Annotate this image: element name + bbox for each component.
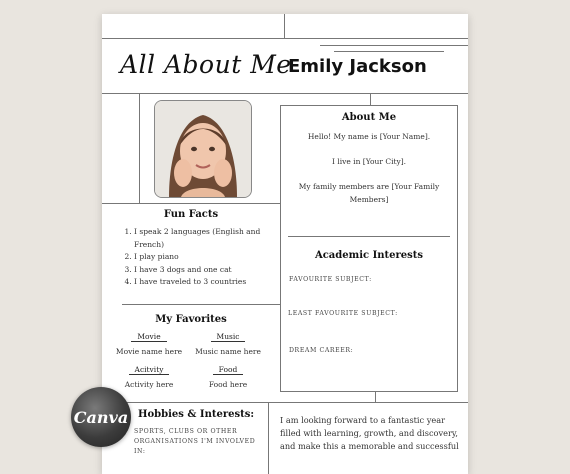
canva-logo-text: Canva <box>73 407 129 427</box>
student-photo <box>154 100 252 198</box>
fun-facts-top-rule <box>102 203 280 204</box>
about-connector-rule <box>370 93 371 105</box>
academic-title: Academic Interests <box>314 250 424 261</box>
favorite-activity-value: Activity here <box>124 380 174 389</box>
page-title-script: All About Me <box>120 50 292 79</box>
about-divider <box>288 236 450 237</box>
fun-facts-title: Fun Facts <box>163 209 219 220</box>
about-me-line-3: My family members are [Your Family <box>298 182 440 191</box>
favorite-activity-label: Acitvity <box>114 365 184 374</box>
header-top-rule <box>102 38 468 39</box>
bottom-column-divider <box>268 402 269 474</box>
hobbies-title: Hobbies & Interests: <box>138 409 255 420</box>
header-bottom-rule <box>102 93 468 94</box>
favorite-music-value: Music name here <box>195 347 261 356</box>
favorite-food-label: Food <box>193 365 263 374</box>
header-accent-rule-2 <box>334 51 444 52</box>
dream-career-label: DREAM CAREER: <box>289 347 354 354</box>
bottom-section-rule <box>102 402 468 403</box>
least-favourite-subject-label: LEAST FAVOURITE SUBJECT: <box>288 310 398 317</box>
portrait-illustration <box>155 101 251 197</box>
about-me-line-4: Members] <box>349 195 389 204</box>
header-accent-rule-1 <box>320 45 468 46</box>
hobbies-text-line-1: SPORTS, CLUBS OR OTHER <box>134 428 238 435</box>
about-me-title: About Me <box>341 112 397 123</box>
favorite-movie-value: Movie name here <box>115 347 183 356</box>
hobbies-text-line-2: ORGANISATIONS I'M INVOLVED <box>134 438 256 445</box>
header-divider <box>284 14 285 38</box>
worksheet-page <box>102 14 468 474</box>
favorite-movie-label: Movie <box>114 332 184 341</box>
about-me-line-1: Hello! My name is [Your Name]. <box>307 132 431 141</box>
photo-left-rule <box>139 93 140 203</box>
canva-badge <box>71 387 131 447</box>
fun-facts-list <box>124 226 284 289</box>
student-name: Emily Jackson <box>288 56 427 77</box>
closing-line-3: and make this a memorable and successful <box>280 441 459 451</box>
about-me-line-2: I live in [Your City]. <box>331 157 407 166</box>
fun-fact-item: 1. I speak 2 languages (English and French) <box>134 226 284 251</box>
favorites-title: My Favorites <box>155 314 227 325</box>
fun-facts-bottom-rule <box>122 304 280 305</box>
closing-line-2: filled with learning, growth, and discovery, <box>280 428 459 438</box>
favourite-subject-label: FAVOURITE SUBJECT: <box>289 276 372 283</box>
fun-fact-item: 4. I have traveled to 3 countries <box>134 276 284 289</box>
closing-line-1: I am looking forward to a fantastic year <box>280 415 446 425</box>
favorite-food-value: Food here <box>208 380 248 389</box>
fun-fact-item: 3. I have 3 dogs and one cat <box>134 264 284 277</box>
favorite-music-label: Music <box>193 332 263 341</box>
hobbies-text-line-3: IN: <box>134 448 146 455</box>
bottom-connector-rule <box>375 392 376 402</box>
fun-fact-item: 2. I play piano <box>134 251 284 264</box>
